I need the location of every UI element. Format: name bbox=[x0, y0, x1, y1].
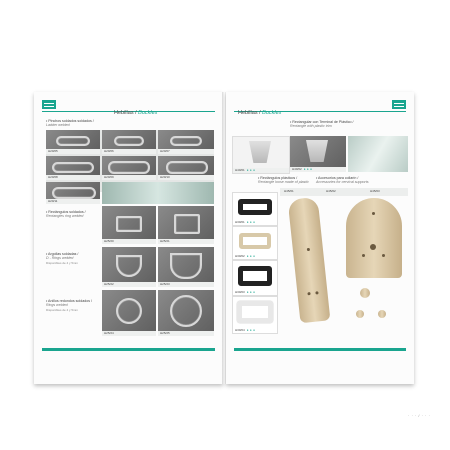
product-code: H45/01 bbox=[284, 189, 294, 193]
product-photo bbox=[232, 136, 290, 174]
section-heading: • Rectángulos plásticos / Rectangle loose made of plastic bbox=[258, 176, 309, 185]
code-band bbox=[280, 188, 408, 196]
product-photo bbox=[158, 290, 214, 336]
section-heading: • Anillos redondos soldados / Rings welded Disponibles de 4 y 5mm bbox=[46, 299, 93, 312]
product-code: H30/02 ● ● ● bbox=[233, 254, 277, 259]
right-page bbox=[226, 92, 414, 384]
footer-rule bbox=[42, 348, 215, 351]
product-photo bbox=[46, 182, 100, 204]
header-subtitle: Buckles bbox=[138, 110, 158, 116]
product-code: H25/25 bbox=[158, 331, 214, 336]
product-photo bbox=[102, 130, 156, 154]
product-code: H20/11 bbox=[46, 199, 100, 204]
rivet-piece bbox=[356, 310, 364, 318]
brand-logo-icon bbox=[42, 100, 56, 109]
product-code: H20/09 bbox=[102, 175, 156, 180]
product-code: H30/01 ● ● ● bbox=[233, 220, 277, 225]
product-photo bbox=[158, 247, 214, 287]
product-code: H30/03 ● ● ● bbox=[233, 290, 277, 295]
product-code: H30/04 ● ● ● bbox=[233, 328, 277, 333]
product-code: H20/08 bbox=[46, 175, 100, 180]
product-code: H25/21 bbox=[158, 239, 214, 244]
product-code: H40/02 ● ● ● bbox=[290, 167, 346, 172]
product-photo bbox=[290, 136, 346, 172]
header-title: Hebillas / bbox=[238, 110, 261, 116]
rivet-piece bbox=[360, 288, 370, 298]
product-photo bbox=[102, 290, 156, 336]
product-code: H25/24 bbox=[102, 331, 156, 336]
section-heading: • Pinchos soldados soldados / Ladder welded bbox=[46, 119, 94, 128]
brand-logo-icon bbox=[392, 100, 406, 109]
product-code: H20/06 bbox=[102, 149, 156, 154]
cervical-support-piece bbox=[346, 198, 402, 278]
product-photo bbox=[158, 156, 214, 180]
cervical-support-piece bbox=[288, 197, 331, 323]
product-photo bbox=[46, 130, 100, 154]
product-code: H20/05 bbox=[46, 149, 100, 154]
section-heading: • Rectángulos soldados / Rectangles ring welded bbox=[46, 210, 86, 219]
header-subtitle: Buckles bbox=[262, 110, 282, 116]
product-photo bbox=[158, 130, 214, 154]
product-photo bbox=[46, 156, 100, 180]
product-photo bbox=[232, 296, 278, 334]
rivet-piece bbox=[378, 310, 386, 318]
decorative-band bbox=[102, 182, 214, 204]
header-title: Hebillas / bbox=[114, 110, 137, 116]
section-heading: • Argollas soldadas / D - Rings welded Disponibles de 4 y 5mm bbox=[46, 252, 79, 265]
product-photo bbox=[232, 260, 278, 296]
product-photo bbox=[102, 156, 156, 180]
product-code: H20/10 bbox=[158, 175, 214, 180]
product-code: H20/07 bbox=[158, 149, 214, 154]
section-heading: • Rectangular con Terminal de Plástico / Rectangle with plastic trim bbox=[290, 120, 354, 129]
product-photo bbox=[102, 247, 156, 287]
decorative-band bbox=[348, 136, 408, 172]
page-mark: · · · / · · · bbox=[408, 413, 431, 418]
page-header bbox=[114, 110, 157, 116]
product-code: H25/23 bbox=[158, 282, 214, 287]
product-code: H45/03 bbox=[370, 189, 380, 193]
product-code: H40/01 ● ● ● bbox=[233, 168, 289, 173]
product-code: H45/02 bbox=[326, 189, 336, 193]
product-photo bbox=[158, 206, 214, 244]
section-heading: • Accesorios para collarín / Accessories for cervical supports bbox=[316, 176, 369, 185]
product-photo bbox=[232, 226, 278, 260]
product-photo bbox=[232, 192, 278, 226]
product-photo bbox=[102, 206, 156, 244]
product-code: H25/20 bbox=[102, 239, 156, 244]
footer-rule bbox=[234, 348, 406, 351]
page-header bbox=[238, 110, 281, 116]
left-page bbox=[34, 92, 223, 384]
product-code: H25/22 bbox=[102, 282, 156, 287]
